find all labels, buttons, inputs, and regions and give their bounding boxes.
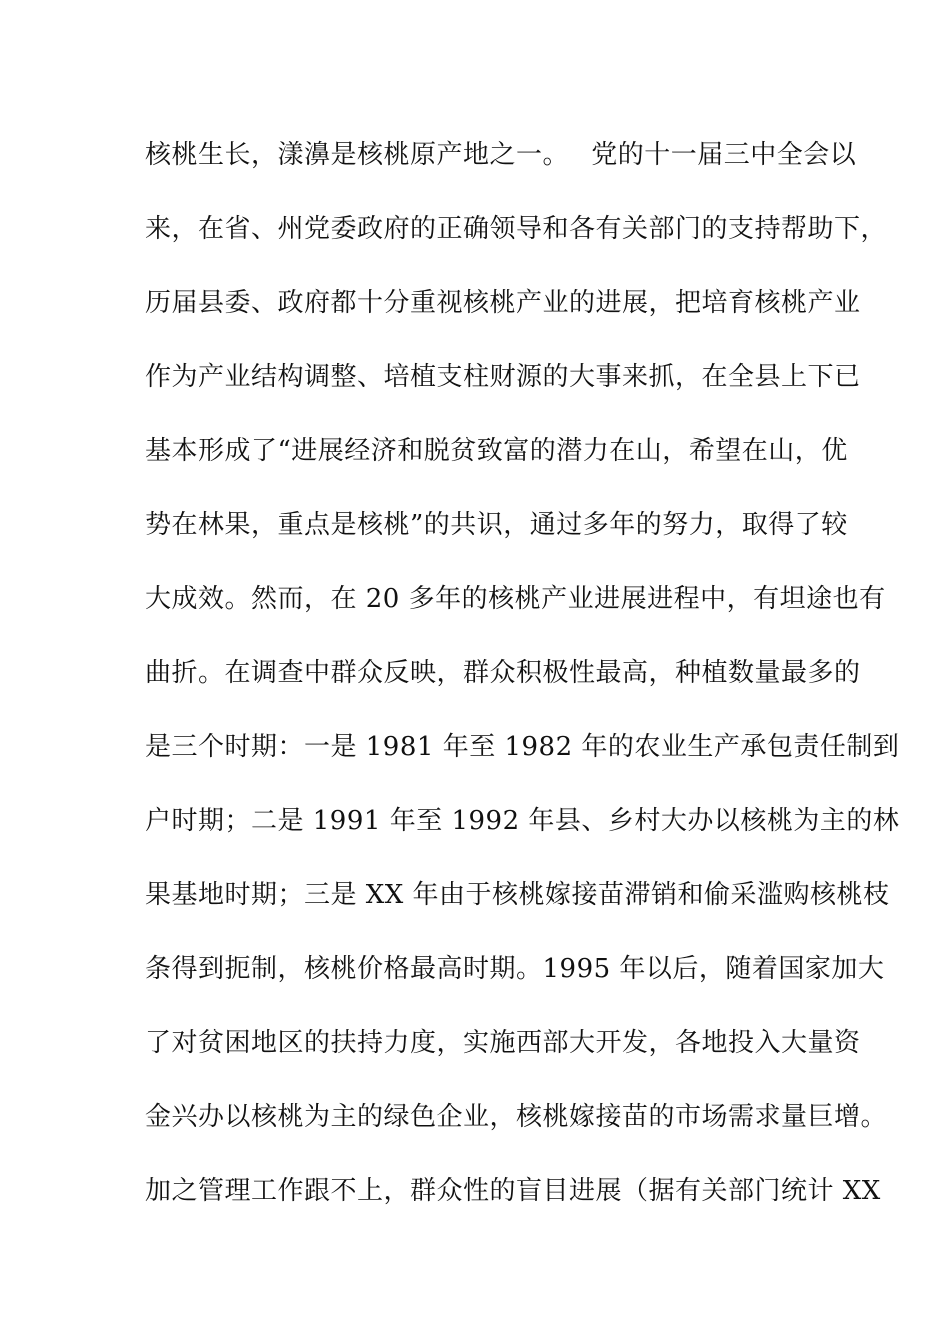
text-line: 核桃生长，漾濞是核桃原产地之一。 党的十一届三中全会以 [145,140,857,170]
text-line: 大成效。然而，在 20 多年的核桃产业进展进程中，有坦途也有 [145,584,886,614]
text-line: 基本形成了“进展经济和脱贫致富的潜力在山，希望在山，优 [145,436,848,466]
text-line: 加之管理工作跟不上，群众性的盲目进展（据有关部门统计 XX [145,1176,881,1206]
text-line: 来，在省、州党委政府的正确领导和各有关部门的支持帮助下， [145,214,888,244]
text-line: 条得到扼制，核桃价格最高时期。1995 年以后，随着国家加大 [145,954,885,984]
text-line: 户时期；二是 1991 年至 1992 年县、乡村大办以核桃为主的林 [145,806,900,836]
text-line: 曲折。在调查中群众反映，群众积极性最高，种植数量最多的 [145,658,861,688]
text-line: 历届县委、政府都十分重视核桃产业的进展，把培育核桃产业 [145,288,861,318]
text-line: 是三个时期：一是 1981 年至 1982 年的农业生产承包责任制到 [145,732,900,762]
text-line: 了对贫困地区的扶持力度，实施西部大开发，各地投入大量资 [145,1028,861,1058]
body-text [145,128,900,1238]
text-line: 果基地时期；三是 XX 年由于核桃嫁接苗滞销和偷采滥购核桃枝 [145,880,890,910]
text-line: 金兴办以核桃为主的绿色企业，核桃嫁接苗的市场需求量巨增。 [145,1102,888,1132]
text-line: 势在林果，重点是核桃”的共识，通过多年的努力，取得了较 [145,510,848,540]
text-line: 作为产业结构调整、培植支柱财源的大事来抓，在全县上下已 [145,362,861,392]
